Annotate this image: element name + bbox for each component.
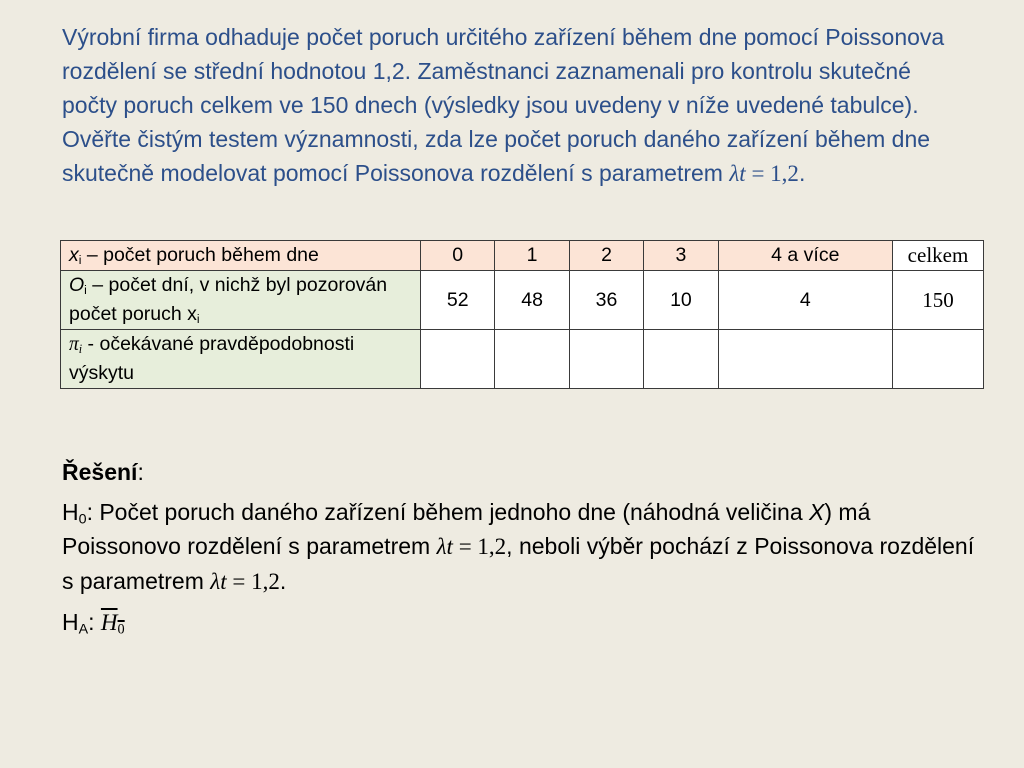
table-cell: 52 bbox=[421, 271, 495, 330]
row-header-x bbox=[61, 241, 421, 271]
h0-math1: λt bbox=[436, 534, 453, 559]
table-row-o bbox=[61, 271, 984, 330]
h0-math2: λt bbox=[210, 569, 227, 594]
h0-math1-value: = 1,2 bbox=[452, 534, 507, 559]
total-empty bbox=[893, 330, 984, 389]
table-cell: 1 bbox=[495, 241, 569, 271]
table-cell bbox=[495, 330, 569, 389]
row-header-x-label: – počet poruch během dne bbox=[81, 244, 319, 266]
problem-statement bbox=[62, 20, 962, 191]
table-cell bbox=[569, 330, 643, 389]
h0-sub: 0 bbox=[78, 511, 87, 528]
lambda-t-math: λt bbox=[729, 161, 746, 186]
solution-heading-colon: : bbox=[137, 459, 144, 485]
ha-math-letter: H bbox=[100, 610, 118, 635]
solution-heading: Řešení bbox=[62, 459, 138, 485]
var-pi: π bbox=[69, 334, 79, 355]
data-table bbox=[60, 240, 984, 389]
ha-math-sub: 0 bbox=[117, 621, 125, 638]
ha-paragraph bbox=[62, 605, 982, 640]
table-cell: 0 bbox=[421, 241, 495, 271]
ha-sub: A bbox=[78, 621, 89, 638]
row-header-o-label-sub: i bbox=[196, 312, 200, 327]
lambda-t-value: = 1,2 bbox=[745, 161, 799, 186]
problem-text: Výrobní firma odhaduje počet poruch určitého zařízení během dne pomocí Poissonova rozdělení se střední hodnotou 1,2. Zaměstnanci zaznamenali pro kontrolu skutečné počty poruch celkem ve 150 dnech (výsledky jsou uvedeny v níže uvedené tabulce). Ověřte čistým testem významnosti, zda lze počet poruch daného zařízení během dne skutečně modelovat pomocí Poissonova rozdělení s parametrem bbox=[62, 24, 945, 186]
total-value: 150 bbox=[893, 271, 984, 330]
total-header: celkem bbox=[893, 241, 984, 271]
table-cell: 3 bbox=[644, 241, 718, 271]
table-cell: 4 bbox=[718, 271, 892, 330]
h0-text3: , neboli výběr pochází z Poissonova rozdělení s parametrem bbox=[62, 533, 975, 594]
ha-colon: : bbox=[88, 609, 101, 635]
h0-end: . bbox=[279, 568, 287, 594]
row-header-pi-label: - očekávané pravděpodobnosti výskytu bbox=[69, 333, 355, 384]
row-header-o-label: – počet dní, v nichž byl pozorován počet poruch x bbox=[69, 274, 388, 325]
var-x-sub: i bbox=[78, 253, 82, 268]
var-o-sub: i bbox=[84, 283, 87, 298]
table-cell: 10 bbox=[644, 271, 718, 330]
problem-end: . bbox=[798, 160, 806, 186]
table-row-pi bbox=[61, 330, 984, 389]
ha-letter: H bbox=[62, 609, 79, 635]
table-cell bbox=[421, 330, 495, 389]
table-cell bbox=[718, 330, 892, 389]
ha-overline bbox=[100, 609, 125, 638]
var-pi-sub: i bbox=[78, 342, 83, 357]
table-cell: 4 a více bbox=[718, 241, 892, 271]
h0-letter: H bbox=[62, 499, 79, 525]
h0-text: : Počet poruch daného zařízení během jednoho dne (náhodná veličina bbox=[86, 499, 810, 525]
h0-text2: ) má Poissonovo rozdělení s parametrem bbox=[62, 499, 871, 559]
row-header-pi bbox=[61, 330, 421, 389]
table-cell: 48 bbox=[495, 271, 569, 330]
h0-math2-value: = 1,2 bbox=[226, 569, 280, 594]
problem-paragraph bbox=[62, 20, 962, 191]
solution-section bbox=[62, 455, 982, 646]
var-o: O bbox=[69, 274, 85, 296]
table-cell: 36 bbox=[569, 271, 643, 330]
table-cell bbox=[644, 330, 718, 389]
h0-paragraph bbox=[62, 495, 982, 599]
row-header-o bbox=[61, 271, 421, 330]
var-x: x bbox=[69, 244, 79, 266]
table-cell: 2 bbox=[569, 241, 643, 271]
solution-heading-line bbox=[62, 455, 982, 489]
table-row-x bbox=[61, 241, 984, 271]
h0-var: X bbox=[809, 499, 825, 525]
